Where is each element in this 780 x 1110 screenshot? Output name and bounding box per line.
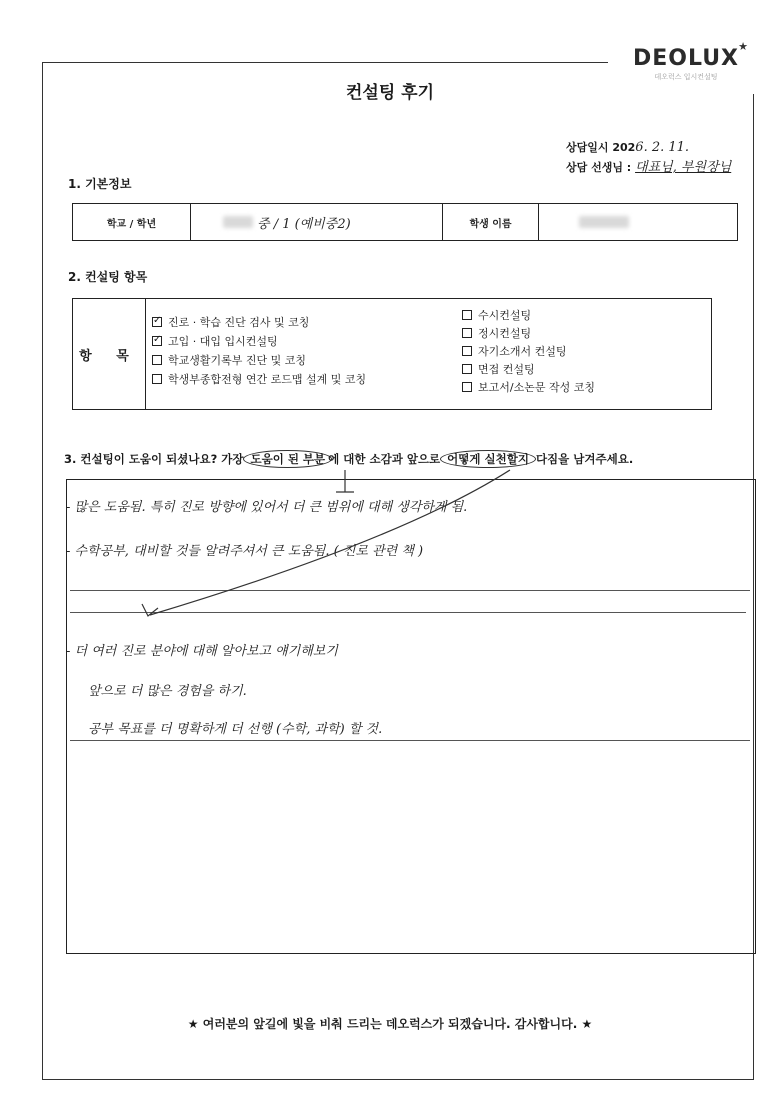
redacted-school [223, 216, 253, 228]
school-grade-value: 중 / 1 (예비중2) [191, 204, 443, 240]
answer-line: - 많은 도움됨. 특히 진로 방향에 있어서 더 큰 범위에 대해 생각하게 됨. [66, 500, 468, 515]
item-row: 자기소개서 컨설팅 [462, 343, 702, 361]
ruled-line [70, 740, 750, 741]
consulting-items-table [72, 298, 712, 410]
consult-date: 상담일시 2026. 2. 11. [566, 140, 690, 155]
answer-line: - 수학공부, 대비할 것들 알려주셔서 큰 도움됨. ( 진로 관련 책 ) [66, 544, 424, 559]
page-title: 컨설팅 후기 [345, 83, 435, 103]
items-right-column [462, 299, 702, 409]
answer-line: - 더 여러 진로 분야에 대해 알아보고 얘기해보기 [66, 644, 338, 659]
circled-phrase: 도움이 된 부분 [243, 450, 332, 468]
logo-wordmark: DEOLUX ★ [632, 40, 750, 71]
section-items-title: 2. 컨설팅 항목 [68, 270, 148, 284]
checkbox[interactable] [152, 336, 162, 346]
item-row: ✓진로 · 학습 진단 검사 및 코칭 [152, 313, 462, 332]
footer-message: ★ 여러분의 앞길에 빛을 비춰 드리는 데오럭스가 되겠습니다. 감사합니다. ★ [187, 1017, 593, 1031]
answer-line: 공부 목표를 더 명확하게 더 선행 (수학, 과학) 할 것. [88, 722, 383, 737]
redacted-name [579, 216, 629, 228]
items-left-column [146, 299, 462, 409]
item-row: ✓고입 · 대입 입시컨설팅 [152, 332, 462, 351]
feedback-question: 3. 컨설팅이 도움이 되셨나요? 가장 도움이 된 부분 에 대한 소감과 앞으로 어떻게 실천할지 다짐을 남겨주세요. [64, 452, 634, 466]
consult-teacher: 상담 선생님 : 대표님, 부원장님 [566, 160, 732, 175]
checkbox[interactable] [462, 346, 472, 356]
checkbox[interactable] [462, 364, 472, 374]
section-basic-info-title: 1. 기본정보 [68, 177, 132, 191]
checkbox[interactable] [152, 374, 162, 384]
item-row: 수시컨설팅 [462, 307, 702, 325]
ruled-line [70, 612, 746, 613]
ruled-line [70, 590, 750, 591]
school-grade-label: 학교 / 학년 [73, 204, 191, 240]
student-name-value [539, 204, 737, 240]
checkbox[interactable] [462, 328, 472, 338]
items-head-label: 항 목 [73, 299, 146, 409]
checkbox[interactable] [462, 310, 472, 320]
item-row: 학교생활기록부 진단 및 코칭 [152, 351, 462, 370]
item-row: 학생부종합전형 연간 로드맵 설계 및 코칭 [152, 370, 462, 389]
checkbox[interactable] [152, 355, 162, 365]
circled-phrase: 어떻게 실천할지 [440, 450, 536, 468]
checkbox[interactable] [462, 382, 472, 392]
item-row: 면접 컨설팅 [462, 361, 702, 379]
logo-star-icon: ★ [738, 40, 750, 53]
brand-logo [616, 40, 756, 82]
answer-line: 앞으로 더 많은 경험을 하기. [88, 684, 247, 699]
basic-info-table [72, 203, 738, 241]
student-name-label: 학생 이름 [443, 204, 539, 240]
item-row: 보고서/소논문 작성 코칭 [462, 379, 702, 397]
date-block [566, 138, 731, 178]
logo-tagline: 데오럭스 입시컨설팅 [654, 73, 718, 81]
checkbox[interactable] [152, 317, 162, 327]
item-row: 정시컨설팅 [462, 325, 702, 343]
